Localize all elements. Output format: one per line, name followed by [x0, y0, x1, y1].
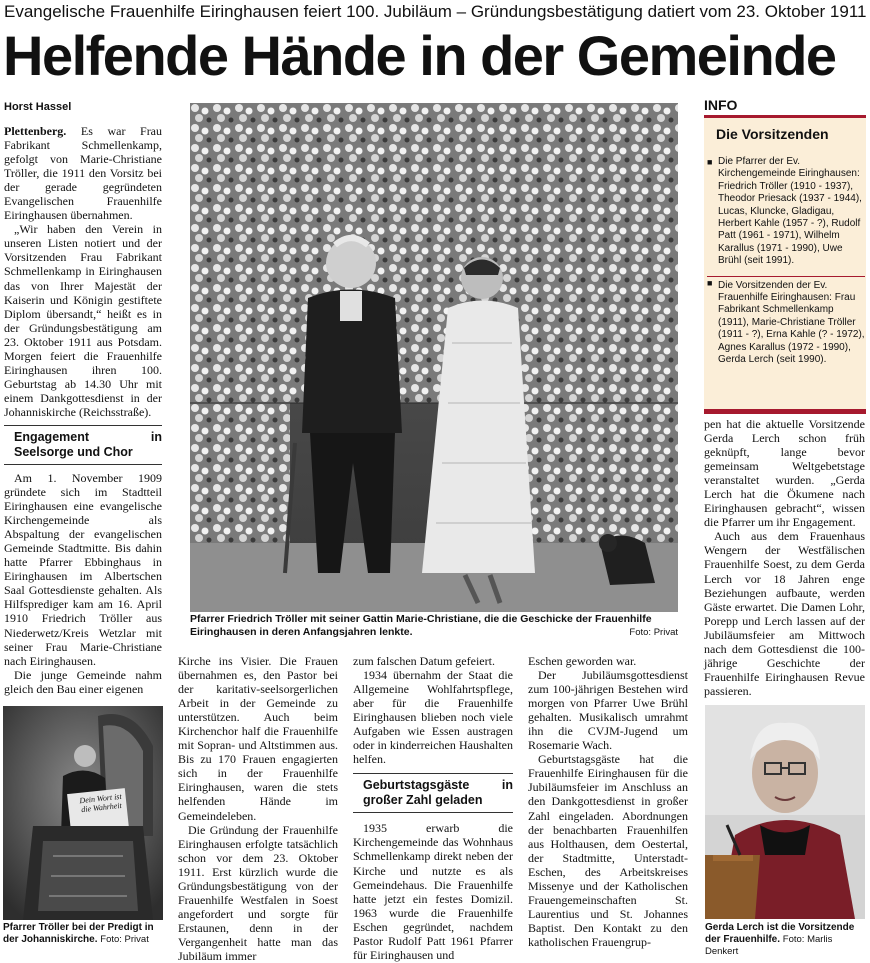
main-photo-caption — [190, 613, 678, 639]
subheading: Geburtstagsgäste in großer Zahl geladen — [353, 773, 513, 813]
photo-credit: Foto: Privat — [629, 627, 678, 638]
info-item-pfarrer: ■ Die Pfarrer der Ev. Kirchengemeinde Eiringhausen: Friedrich Tröller (1910 - 1937), Theodor Priesack (1937 - 1944), Lucas, Kluncke, Gladigau, Herbert Kahle (1957 - ?), Rudolf Patt (1961 - 1971), Wilhelm Karallus (1971 - 1990), Uwe Brühl (seit 1991). — [707, 156, 865, 268]
info-list — [707, 156, 865, 375]
intro-text: Es war Frau Fabrikant Schmellenkamp, gefolgt von Marie-Christiane Tröller, die 1911 den Vorsitz bei der gerade gegründeten Evangelischen Frauenhilfe Eiringhausen übernahmen. — [4, 124, 163, 223]
photo-credit: Foto: Privat — [100, 934, 149, 945]
article-kicker: Evangelische Frauenhilfe Eiringhausen feiert 100. Jubiläum – Gründungsbestätigung datiert vom 23. Oktober 1911 — [4, 2, 867, 21]
text-column-1 — [4, 124, 162, 696]
article-headline: Helfende Hände in der Gemeinde — [3, 24, 836, 87]
paragraph: pen hat die aktuelle Vorsitzende Gerda Lerch schon früh geknüpft, lange bevor gemeinsam Weltgebetstage veranstaltet wurden. „Gerda Lerch hat die Ökumene nach Eiringhausen gebracht“, wissen die Pfarrer um ihr Engagement. — [704, 417, 865, 530]
caption-text: Pfarrer Tröller bei der Predigt in der Johanniskirche. — [3, 922, 154, 945]
text-column-2 — [178, 654, 338, 963]
pulpit-sign-text: Dein Wort ist die Wahrheit — [78, 791, 123, 815]
pulpit-photo-caption — [3, 922, 164, 946]
paragraph: „Wir haben den Verein in unseren Listen notiert und der Vorsitzenden Frau Fabrikant Schmellenkamp in Eiringhausen das von Ihrer Majestät der Kaiserin und Königin gestiftete Diplom übersandt,“ heißt es in der Gründungsbestätigung am 23. Oktober 1911 aus Potsdam. Morgen feiert die Frauenhilfe Eiringhausen ihren 100. Geburtstag ab 14.30 Uhr mit einem Dankgottesdienst in der Johanniskirche (Reichsstraße). — [4, 222, 162, 419]
caption-text: Pfarrer Friedrich Tröller mit seiner Gattin Marie-Christiane, die die Geschicke der Frauenhilfe Eiringhausen in deren Anfangsjahren lenkte. — [190, 613, 652, 638]
paragraph: Die Gründung der Frauenhilfe Eiringhausen erfolgte tatsächlich schon vor dem 23. Oktober 1911. Erst kürzlich wurde die Gründungsbestätigung von der Frauenhilfe Westfalen in Soest angefordert und sorgte für Erstaunen, denn in der Vergangenheit hatte man das Jubiläum immer — [178, 822, 338, 963]
text-column-5 — [704, 417, 865, 698]
info-label: INFO — [704, 96, 866, 118]
info-box — [704, 96, 866, 414]
subheading: Engagement in Seelsorge und Chor — [4, 425, 162, 465]
paragraph: Kirche ins Visier. Die Frauen übernahmen es, den Pastor bei der karitativ-seelsorgerlichen Arbeit in der Gemeinde zu unterstützen. Auch beim Kirchenchor half die Frauenhilfe mit Sopran- und Altstimmen aus. Bis zu 170 Frauen engagierten sich in der Frauenhilfe Eiringhausen, waren die stets helfenden Hände im Gemeindeleben. — [178, 654, 338, 823]
caption-text: Gerda Lerch ist die Vorsitzende der Frauenhilfe. — [705, 922, 855, 945]
text-column-3 — [353, 654, 513, 962]
info-item-vorsitzende: ■ Die Vorsitzenden der Ev. Frauenhilfe Eiringhausen: Frau Fabrikant Schmellenkamp (1911), Marie-Christiane Tröller (1911 - ?), Erna Kahle (? - 1972), Agnes Karallus (1972 - 1990), Gerda Lerch (seit 1990). — [707, 276, 865, 367]
portrait-photo — [705, 705, 865, 919]
paragraph: zum falschen Datum gefeiert. — [353, 654, 495, 668]
text-column-4 — [528, 654, 688, 949]
main-photo — [190, 103, 678, 612]
paragraph: Eschen geworden war. — [528, 654, 637, 668]
info-title: Die Vorsitzenden — [716, 126, 829, 142]
author-byline: Horst Hassel — [4, 101, 72, 113]
photo-credit: Foto: Marlis Denkert — [705, 934, 833, 957]
paragraph: Auch aus dem Frauenhaus Wengern der Westfälischen Frauenhilfe Soest, zu dem Gerda Lerch vor 18 Jahren enge Beziehungen aufbaute, werden Gäste erwartet. Die Damen Lohr, Porepp und Lerch lassen auf der Jubiläumsfeier am Mittwoch nach dem Gottesdienst die 100-jährige Geschichte der Frauenhilfe Eiringhausen Revue passieren. — [704, 529, 865, 698]
paragraph: Der Jubiläumsgottesdienst zum 100-jährigen Bestehen wird morgen von Pfarrer Uwe Brühl gehalten. Musikalisch umrahmt ihn die CVJM-Jugend um Rosemarie Wach. — [528, 668, 688, 753]
paragraph: 1935 erwarb die Kirchengemeinde das Wohnhaus Schmellenkamp direkt neben der Kirche und nutzte es als Gemeindehaus. Die Frauenhilfe hatte jetzt ein festes Domizil. 1963 wurde die Frauenhilfe Eschen gegründet, nachdem Pastor Rudolf Patt 1961 Pfarrer für Eiringhausen und — [353, 821, 513, 962]
pulpit-photo — [3, 706, 163, 920]
paragraph: Die junge Gemeinde nahm gleich den Bau einer eigenen — [4, 667, 162, 696]
paragraph: 1934 übernahm der Staat die Allgemeine Wohlfahrtspflege, aber für die Frauenhilfe Eiringhausen blieben noch viele Aufgaben wie Essen austragen oder in kinderreichen Haushalten helfen. — [353, 668, 513, 767]
paragraph: Geburtstagsgäste hat die Frauenhilfe Eiringhausen für die Jubiläumsfeier im Anschluss an den Dankgottesdienst in großer Zahl eingeladen. Abordnungen der benachbarten Frauenhilfen aus Holthausen, dem Oestertal, der Stadtmitte, Unterstadt-Eschen, des Arbeitskreises Missenye und der Katholischen Frauengemeinschaften St. Laurentius und St. Johannes Baptist. Den Kontakt zu den katholischen Frauengrup- — [528, 752, 688, 949]
intro-paragraph — [4, 124, 162, 222]
paragraph: Am 1. November 1909 gründete sich im Stadtteil Eiringhausen eine evangelische Kirchengemeinde als Abspaltung der evangelischen Gemeinde Stadtmitte. Bis dahin hatte Pfarrer Ebbinghaus in Eiringhausen im Albertschen Saal Gottesdienste gehalten. Als Hilfsprediger kam am 16. April 1910 Friedrich Tröller aus Niederwetz/Kreis Wetzlar mit seiner Frau Marie-Christiane nach Eiringhausen. — [4, 470, 162, 668]
dateline: Plettenberg. — [4, 124, 67, 138]
